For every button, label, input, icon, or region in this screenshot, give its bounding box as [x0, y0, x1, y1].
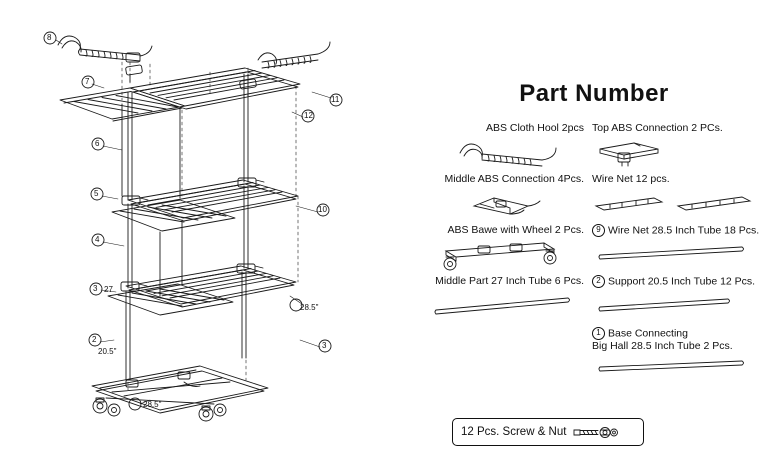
part-wire-net-285-tube-label: Wire Net 28.5 Inch Tube 18 Pcs. [608, 224, 760, 237]
top-right-hook-part [258, 42, 330, 68]
callout-4: 4 [95, 235, 100, 244]
part-wire-net [592, 173, 764, 220]
part-middle-part-tube [424, 275, 584, 322]
part-abs-cloth-hook [424, 122, 584, 169]
middle-shelf [112, 180, 298, 231]
top-left-hook-part [58, 36, 152, 62]
part-wire-net-285-tube-art [592, 237, 764, 271]
screw-and-nut-box [452, 418, 644, 446]
callout-8: 8 [47, 33, 52, 42]
part-wire-net-285-tube [592, 224, 764, 271]
part-base-connecting-tube [592, 327, 764, 387]
part-middle-part-tube-label: Middle Part 27 Inch Tube 6 Pcs. [435, 275, 584, 287]
part-top-abs-connection-label: Top ABS Connection 2 PCs. [592, 122, 723, 134]
part-support-205-tube [592, 275, 764, 322]
parts-right-column [592, 122, 764, 391]
part-base-connecting-tube-label-line1: Base Connecting [608, 326, 688, 339]
callout-7: 7 [85, 77, 90, 86]
callout-5: 5 [94, 189, 99, 198]
bullet-2: 2 [592, 275, 605, 288]
part-middle-abs-connection-art [424, 186, 584, 220]
part-middle-part-tube-art [424, 288, 584, 322]
callout-2: 2 [92, 335, 97, 344]
part-wire-net-label: Wire Net 12 pcs. [592, 173, 670, 185]
parts-panel-title: Part Number [519, 80, 669, 107]
part-top-abs-connection [592, 122, 764, 169]
part-abs-base-with-wheel-art [424, 237, 584, 271]
callout-10: 10 [318, 205, 327, 214]
part-abs-base-with-wheel [424, 224, 584, 271]
screw-and-nut-label: 12 Pcs. Screw & Nut [461, 426, 567, 438]
lower-shelf [108, 266, 296, 315]
part-support-205-tube-art [592, 289, 764, 323]
parts-left-column [424, 122, 584, 326]
part-abs-cloth-hook-label: ABS Cloth Hool 2pcs [485, 122, 584, 134]
callout-3-lower: 3 [93, 284, 98, 293]
part-middle-abs-connection-label: Middle ABS Connection 4Pcs. [444, 173, 584, 185]
callout-11: 11 [331, 95, 340, 104]
base-frame [92, 366, 268, 421]
part-base-connecting-tube-art [592, 353, 764, 387]
callout-285-label: 28.5" [300, 303, 319, 312]
part-top-abs-connection-art [592, 135, 764, 169]
callout-3: 3 [322, 341, 327, 350]
callout-285-base: 28.5" [143, 400, 162, 409]
part-support-205-tube-label: Support 20.5 Inch Tube 12 Pcs. [608, 275, 756, 288]
part-number-panel [424, 80, 764, 438]
screw-icon [572, 424, 618, 440]
callout-205-label: 20.5" [98, 347, 117, 356]
part-middle-abs-connection [424, 173, 584, 220]
part-abs-base-with-wheel-label: ABS Bawe with Wheel 2 Pcs. [447, 224, 584, 236]
callout-27-label: 27 [104, 285, 113, 294]
part-abs-cloth-hook-art [424, 135, 584, 169]
bullet-1: 1 [592, 327, 605, 340]
bullet-9: 9 [592, 224, 605, 237]
callout-12: 12 [304, 111, 313, 120]
part-base-connecting-tube-label-line2: Big Hall 28.5 Inch Tube 2 Pcs. [592, 339, 733, 352]
callout-6: 6 [95, 139, 100, 148]
part-wire-net-art [592, 186, 764, 220]
